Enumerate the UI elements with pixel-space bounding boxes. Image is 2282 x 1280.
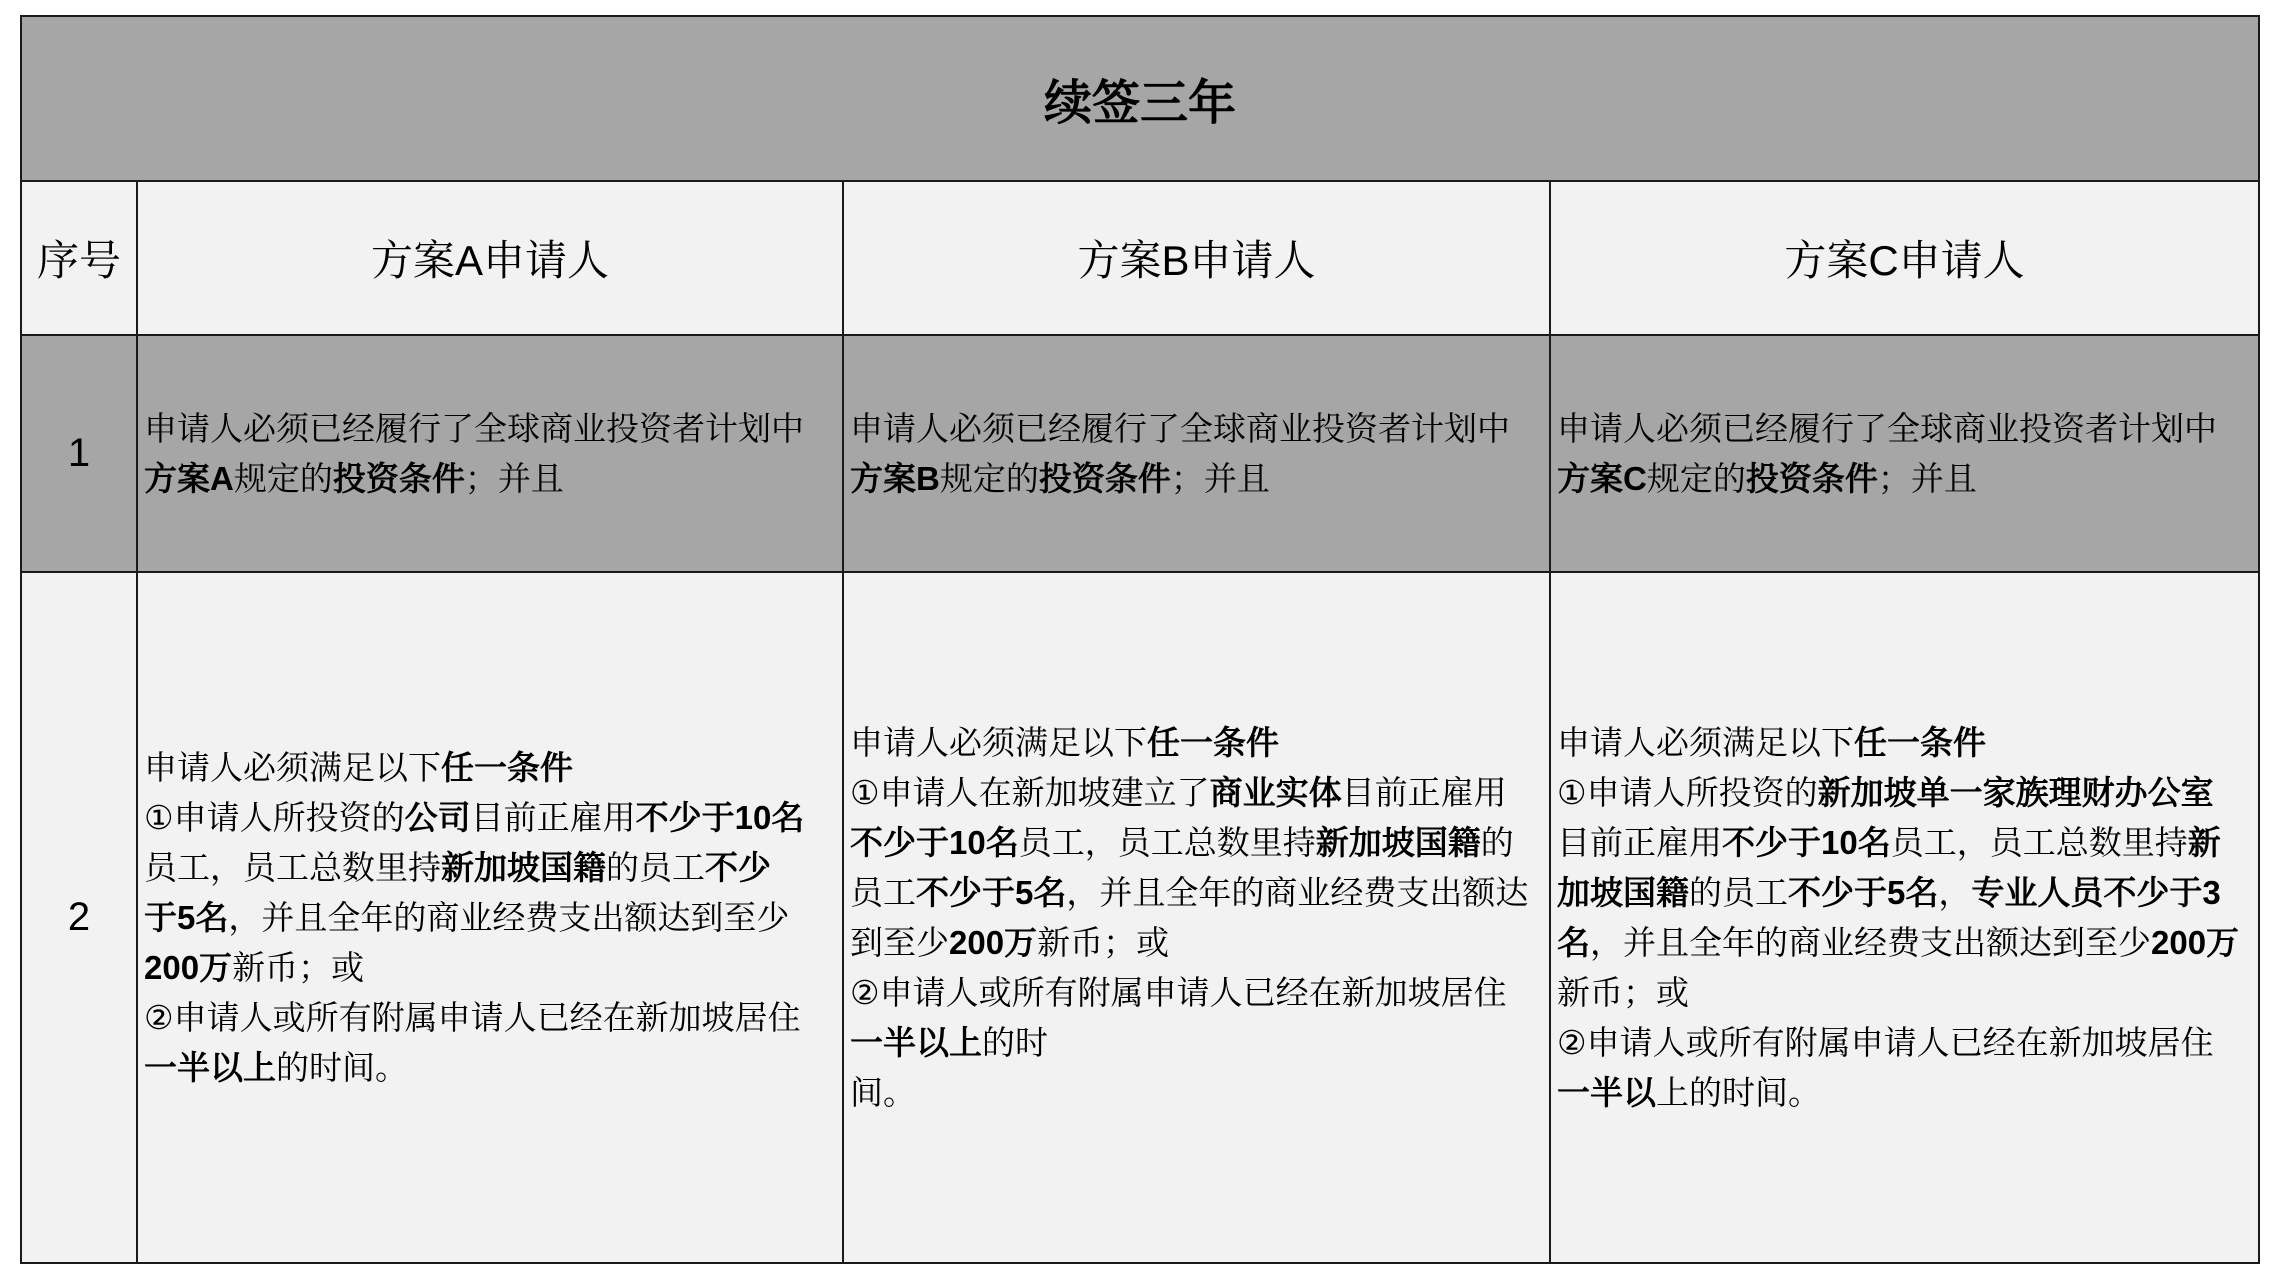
bold-text-segment: 不少于10名 <box>850 823 1019 861</box>
text-line <box>144 404 804 454</box>
text-line <box>1557 718 1986 768</box>
bold-text-segment: 新加坡国籍 <box>1315 823 1481 861</box>
text-segment: 员工，员工总数里持 <box>1018 823 1316 861</box>
text-line <box>850 1018 1048 1068</box>
text-segment: 申请人必须已经履行了全球商业投资者计划中 <box>1557 409 2217 447</box>
text-segment: 申请人必须满足以下 <box>850 723 1147 761</box>
bold-text-segment: 于5名 <box>144 898 229 936</box>
bold-text-segment: 方案C <box>1557 459 1647 497</box>
text-segment: 上的时间。 <box>1656 1073 1821 1111</box>
row-2-index-number: 2 <box>67 895 91 939</box>
header-index <box>22 182 138 336</box>
bold-text-segment: 不少 <box>705 848 771 886</box>
text-segment: 规定的 <box>1646 459 1746 497</box>
text-segment: 的 <box>1480 823 1514 861</box>
text-line <box>850 718 1279 768</box>
bold-text-segment: 新 <box>2187 823 2221 861</box>
text-line <box>144 893 789 943</box>
text-segment: 申请人必须已经履行了全球商业投资者计划中 <box>144 409 804 447</box>
row-2-plan-a-cell <box>138 573 844 1264</box>
text-line <box>1557 404 2217 454</box>
text-line <box>850 404 1510 454</box>
table-title <box>22 17 2260 182</box>
text-segment: 员工 <box>850 873 916 911</box>
bold-text-segment: 任一条件 <box>441 748 573 786</box>
text-segment: ， <box>1938 873 1972 911</box>
text-line <box>1557 454 1977 504</box>
text-line <box>850 768 1507 818</box>
text-segment: ，并且全年的商业经费支出额达到至少 <box>1590 923 2151 961</box>
text-line <box>850 918 1169 968</box>
row-1-plan-a-cell <box>138 336 844 573</box>
bold-text-segment: 不少于5名 <box>1788 873 1939 911</box>
text-line <box>850 818 1514 868</box>
text-segment: 规定的 <box>233 459 333 497</box>
table-title-text: 续签三年 <box>1043 77 1236 130</box>
row-2-plan-b-cell <box>844 573 1551 1264</box>
text-segment: 申请人必须满足以下 <box>144 748 441 786</box>
text-segment: 规定的 <box>939 459 1039 497</box>
text-line <box>1557 1068 1821 1118</box>
header-plan-c <box>1551 182 2260 336</box>
row-2-index <box>22 573 138 1264</box>
bold-text-segment: 200万 <box>2151 923 2240 961</box>
header-plan-b-label: 方案B申请人 <box>1077 237 1316 284</box>
bold-text-segment: 新加坡单一家族理财办公室 <box>1817 773 2214 811</box>
header-plan-a <box>138 182 844 336</box>
text-segment: ；并且 <box>1170 459 1270 497</box>
text-segment: 目前正雇用 <box>470 798 636 836</box>
bold-text-segment: 一半以上 <box>144 1048 276 1086</box>
text-segment: 目前正雇用 <box>1557 823 1722 861</box>
text-line <box>144 1043 408 1093</box>
header-plan-a-label: 方案A申请人 <box>370 237 609 284</box>
bold-text-segment: 不少于10名 <box>635 798 805 836</box>
text-line <box>1557 868 2221 918</box>
text-segment: 间。 <box>850 1073 916 1111</box>
header-plan-c-label: 方案C申请人 <box>1784 237 2025 284</box>
header-plan-b <box>844 182 1551 336</box>
text-line <box>850 454 1270 504</box>
text-line <box>144 993 801 1043</box>
text-segment: 申请人必须已经履行了全球商业投资者计划中 <box>850 409 1510 447</box>
bold-text-segment: 投资条件 <box>332 459 465 497</box>
row-1-plan-b-cell <box>844 336 1551 573</box>
bold-text-segment: 200万 <box>144 948 233 986</box>
bold-text-segment: 商业实体 <box>1209 773 1342 811</box>
text-line <box>1557 968 1689 1018</box>
text-segment: ，并且全年的商业经费支出额达到至少 <box>228 898 790 936</box>
text-segment: 新币；或 <box>1557 973 1689 1011</box>
row-1-index-number: 1 <box>67 431 91 475</box>
bold-text-segment: 投资条件 <box>1745 459 1878 497</box>
text-line <box>850 868 1528 918</box>
bold-text-segment: 一半以 <box>1557 1073 1656 1111</box>
bold-text-segment: 任一条件 <box>1147 723 1279 761</box>
bold-text-segment: 不少于5名 <box>916 873 1067 911</box>
bold-text-segment: 不少于10名 <box>1722 823 1891 861</box>
bold-text-segment: 公司 <box>404 798 471 836</box>
text-line <box>850 968 1507 1018</box>
text-line <box>144 743 573 793</box>
text-segment: 申请人必须满足以下 <box>1557 723 1854 761</box>
bold-text-segment: 专业人员不少于3 <box>1971 873 2221 911</box>
text-segment: ②申请人或所有附属申请人已经在新加坡居住 <box>850 973 1507 1011</box>
text-segment: 新币；或 <box>232 948 365 986</box>
bold-text-segment: 一半以上 <box>850 1023 982 1061</box>
header-index-label: 序号 <box>36 237 121 284</box>
text-line <box>144 843 771 893</box>
bold-text-segment: 200万 <box>949 923 1038 961</box>
text-segment: ②申请人或所有附属申请人已经在新加坡居住 <box>1557 1023 2214 1061</box>
bold-text-segment: 投资条件 <box>1038 459 1171 497</box>
row-1-index <box>22 336 138 573</box>
text-segment: ，并且全年的商业经费支出额达 <box>1066 873 1529 911</box>
text-line <box>144 793 804 843</box>
text-line <box>1557 768 2214 818</box>
text-line <box>1557 1018 2214 1068</box>
text-line <box>144 454 564 504</box>
row-1-plan-c-cell <box>1551 336 2260 573</box>
text-segment: 的员工 <box>606 848 705 886</box>
text-segment: 的员工 <box>1689 873 1788 911</box>
text-segment: 的时间。 <box>276 1048 408 1086</box>
text-segment: 的时 <box>982 1023 1048 1061</box>
text-segment: ①申请人所投资的 <box>144 798 405 836</box>
text-line <box>144 943 364 993</box>
bold-text-segment: 新加坡国籍 <box>441 848 606 886</box>
text-line <box>1557 918 2239 968</box>
text-line <box>1557 818 2221 868</box>
text-segment: ；并且 <box>1877 459 1977 497</box>
text-segment: 目前正雇用 <box>1341 773 1507 811</box>
renewal-table <box>20 15 2260 1264</box>
bold-text-segment: 名 <box>1557 923 1590 961</box>
bold-text-segment: 加坡国籍 <box>1557 873 1689 911</box>
text-segment: 员工，员工总数里持 <box>1890 823 2188 861</box>
text-segment: 员工，员工总数里持 <box>144 848 441 886</box>
text-segment: ①申请人所投资的 <box>1557 773 1818 811</box>
bold-text-segment: 任一条件 <box>1854 723 1986 761</box>
text-segment: 到至少 <box>850 923 949 961</box>
text-segment: ②申请人或所有附属申请人已经在新加坡居住 <box>144 998 801 1036</box>
text-segment: ①申请人在新加坡建立了 <box>850 773 1210 811</box>
row-2-plan-c-cell <box>1551 573 2260 1264</box>
bold-text-segment: 方案A <box>144 459 234 497</box>
text-line <box>850 1068 916 1118</box>
bold-text-segment: 方案B <box>850 459 940 497</box>
text-segment: ；并且 <box>464 459 564 497</box>
text-segment: 新币；或 <box>1037 923 1170 961</box>
